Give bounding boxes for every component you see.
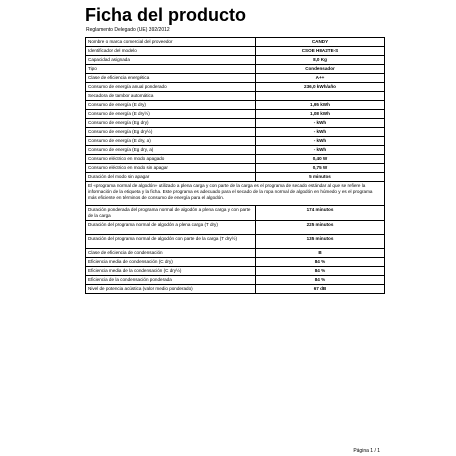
table-row: [85, 221, 385, 235]
row-label: Eficiencia media de la condensación (C dry½): [86, 267, 256, 275]
row-label: Consumo eléctrico en modo apagado: [86, 155, 256, 163]
row-label: Identificador del modelo: [86, 47, 256, 55]
table-row: [85, 164, 385, 173]
row-value: CSOE H8A2TE-S: [301, 48, 339, 53]
row-value: 1,95 kWh: [310, 102, 330, 107]
row-label: Consumo de energía anual ponderado: [86, 83, 256, 91]
row-label: Consumo de energía (Eg dry½): [86, 128, 256, 136]
row-value: 8,0 Kg: [313, 57, 327, 62]
row-value: 174 minutos: [306, 207, 334, 212]
row-label: Capacidad asignada: [86, 56, 256, 64]
table-row: [85, 110, 385, 119]
table-row: [85, 47, 385, 56]
row-value: - kWh: [313, 129, 327, 134]
row-value: 236,0 kWh/año: [304, 84, 336, 89]
table-note: El «programa normal de algodón» utilizado a plena carga y con parte de la carga es el programa de secado estándar al que se refiere la información de la etiqueta y la ficha. Este programa es adecuado para el secado de la ropa normal de algodón en húmedo y es el programa más eficiente en términos de consumo de energía para el algodón.: [88, 183, 373, 200]
row-label: Consumo de energía (Eg dry, a): [86, 146, 256, 154]
row-label: Tipo: [86, 65, 256, 73]
row-label: Secadora de tambor automática: [86, 92, 256, 100]
table-row: [85, 249, 385, 258]
table-row: [85, 285, 385, 294]
table-row: [85, 146, 385, 155]
row-label: Duración del modo sin apagar: [86, 173, 256, 181]
row-value: 84 %: [314, 268, 326, 273]
row-label: Nombre o marca comercial del proveedor: [86, 38, 256, 46]
table-row: [85, 119, 385, 128]
row-value: 1,08 kWh: [310, 111, 330, 116]
row-value: 84 %: [314, 277, 326, 282]
row-value: 5 minutos: [309, 174, 331, 179]
table-row: [85, 56, 385, 65]
row-label: Consumo de energía (E dry): [86, 101, 256, 109]
table-row: [85, 276, 385, 285]
row-label: Nivel de potencia acústica (valor medio ponderado): [86, 285, 256, 293]
table-row: [85, 182, 385, 206]
table-row: [85, 235, 385, 249]
row-label: Duración del programa normal de algodón a plena carga (T dry): [86, 221, 256, 234]
regulation-reference: Reglamento Delegado (UE) 392/2012: [86, 27, 170, 33]
table-row: [85, 128, 385, 137]
row-label: Clase de eficiencia energética: [86, 74, 256, 82]
table-row: [85, 206, 385, 221]
row-value: Condensador: [305, 66, 335, 71]
row-value: 0,40 W: [312, 156, 328, 161]
row-label: Eficiencia de la condensación ponderada: [86, 276, 256, 284]
page-number: Página 1 / 1: [353, 448, 380, 454]
row-label: Clase de eficiencia de condensación: [86, 249, 256, 257]
product-spec-table: [85, 37, 385, 294]
row-value: - kWh: [313, 120, 327, 125]
row-value: - kWh: [313, 147, 327, 152]
table-row: [85, 101, 385, 110]
table-row: [85, 267, 385, 276]
row-label: Duración ponderada del programa normal de algodón a plena carga y con parte de la carga: [86, 206, 256, 220]
row-label: Consumo de energía (Eg dry): [86, 119, 256, 127]
row-label: Consumo de energía (E dry, a): [86, 137, 256, 145]
table-row: [85, 83, 385, 92]
table-row: [85, 258, 385, 267]
row-value: - kWh: [313, 138, 327, 143]
row-value: 135 minutos: [306, 236, 334, 241]
row-value: 67 dB: [313, 286, 327, 291]
row-value: 84 %: [314, 259, 326, 264]
row-value: A++: [315, 75, 325, 80]
row-label: Consumo de energía (E dry½): [86, 110, 256, 118]
table-row: [85, 92, 385, 101]
table-row: [85, 65, 385, 74]
table-row: [85, 74, 385, 83]
row-value: [256, 92, 384, 100]
table-row: [85, 38, 385, 47]
row-value: B: [318, 250, 322, 255]
row-label: Duración del programa normal de algodón con parte de la carga (T dry½): [86, 235, 256, 248]
row-value: 0,75 W: [312, 165, 328, 170]
row-label: Consumo eléctrico en modo sin apagar: [86, 164, 256, 172]
row-value: 225 minutos: [306, 222, 334, 227]
row-value: CANDY: [311, 39, 329, 44]
table-row: [85, 137, 385, 146]
table-row: [85, 155, 385, 164]
table-row: [85, 173, 385, 182]
row-label: Eficiencia media de condensación (C dry): [86, 258, 256, 266]
page-title: Ficha del producto: [85, 5, 247, 25]
